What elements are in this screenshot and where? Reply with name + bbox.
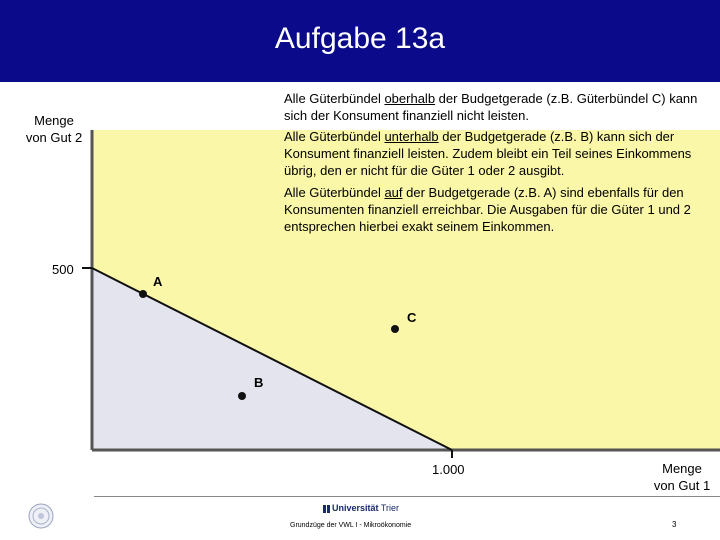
x-axis-label-line2: von Gut 1: [653, 478, 711, 493]
point-b: [238, 392, 246, 400]
logo-mark-icon: [322, 504, 332, 514]
page-number: 3: [672, 520, 677, 529]
course-name: Grundzüge der VWL I - Mikroökonomie: [290, 522, 412, 529]
y-tick-label: 500: [52, 262, 74, 277]
point-c: [391, 325, 399, 333]
text-on-budget-line: Alle Güterbündel auf der Budgetgerade (z.B. A) sind ebenfalls für den Konsumenten finanziell erreichbar. Die Ausgaben für die Güter 1 und 2 entsprechen hierbei exakt seinem Einkommen.: [284, 185, 691, 234]
slide-title: Aufgabe 13a: [274, 22, 446, 55]
point-a-label: A: [153, 274, 163, 289]
logo-text-rest: Trier: [378, 503, 400, 513]
x-axis-label-line1: Menge: [662, 461, 702, 476]
x-axis-label: [644, 460, 720, 494]
y-axis-label: [14, 112, 94, 146]
x-tick-label: 1.000: [432, 462, 465, 477]
text-above-budget-line: Alle Güterbündel oberhalb der Budgetgerade (z.B. Güterbündel C) kann sich der Konsument finanziell nicht leisten.: [284, 91, 698, 123]
university-seal-icon: [28, 503, 54, 534]
university-logo: [322, 503, 399, 514]
y-axis-label-line2: von Gut 2: [25, 130, 83, 145]
point-c-label: C: [407, 310, 417, 325]
footer-divider: [94, 496, 720, 497]
text-below-budget-line: Alle Güterbündel unterhalb der Budgetgerade (z.B. B) kann sich der Konsument finanziell leisten. Zudem bleibt ein Teil seines Einkommens übrig, den er nicht für die Güter 1 oder 2 ausgibt.: [284, 129, 692, 178]
logo-text-bold: Universität: [332, 503, 379, 513]
point-b-label: B: [254, 375, 264, 390]
point-a: [139, 290, 147, 298]
y-axis-label-line1: Menge: [34, 113, 74, 128]
